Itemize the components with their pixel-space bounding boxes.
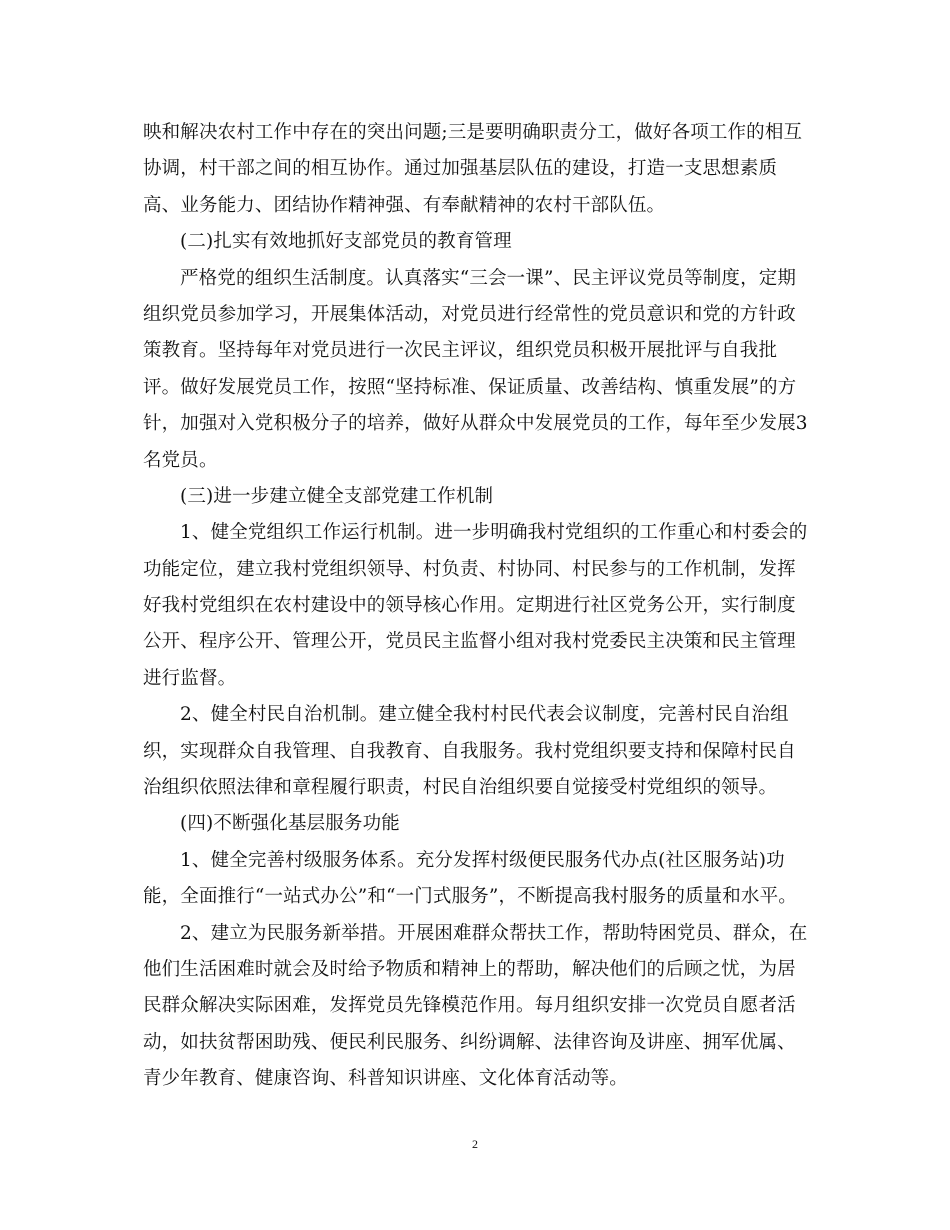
text-line: 进行监督。 <box>143 667 237 689</box>
section-heading: (三)进一步建立健全支部党建工作机制 <box>180 485 494 507</box>
page-number: 2 <box>472 1137 478 1151</box>
text-line: 他们生活困难时就会及时给予物质和精神上的帮助，解决他们的后顾之忧，为居 <box>143 958 796 980</box>
text-line: 织，实现群众自我管理、自我教育、自我服务。我村党组织要支持和保障村民自 <box>143 740 796 762</box>
text-line: 公开、程序公开、管理公开，党员民主监督小组对我村党委民主决策和民主管理 <box>143 631 796 653</box>
section-heading: (四)不断强化基层服务功能 <box>180 813 400 835</box>
text-line: 针，加强对入党积极分子的培养，做好从群众中发展党员的工作，每年至少发展3 <box>143 413 808 435</box>
text-line: 好我村党组织在农村建设中的领导核心作用。定期进行社区党务公开，实行制度 <box>143 595 796 617</box>
text-line: 1、健全党组织工作运行机制。进一步明确我村党组织的工作重心和村委会的 <box>180 522 808 544</box>
text-line: 名党员。 <box>143 449 218 471</box>
text-line: 组织党员参加学习，开展集体活动，对党员进行经常性的党员意识和党的方针政 <box>143 303 796 325</box>
text-line: 治组织依照法律和章程履行职责，村民自治组织要自觉接受村党组织的领导。 <box>143 777 778 799</box>
text-line: 2、健全村民自治机制。建立健全我村村民代表会议制度，完善村民自治组 <box>180 704 789 726</box>
document-body <box>143 115 808 1098</box>
text-line: 能，全面推行“一站式办公”和“一门式服务”，不断提高我村服务的质量和水平。 <box>143 886 797 908</box>
text-line: 映和解决农村工作中存在的突出问题;三是要明确职责分工，做好各项工作的相互 <box>143 122 803 143</box>
text-line: 功能定位，建立我村党组织领导、村负责、村协同、村民参与的工作机制，发挥 <box>143 558 796 580</box>
section-heading: (二)扎实有效地抓好支部党员的教育管理 <box>180 231 512 253</box>
text-line: 民群众解决实际困难，发挥党员先锋模范作用。每月组织安排一次党员自愿者活 <box>143 995 796 1017</box>
text-line: 青少年教育、健康咨询、科普知识讲座、文化体育活动等。 <box>143 1068 628 1090</box>
text-line: 协调，村干部之间的相互协作。通过加强基层队伍的建设，打造一支思想素质 <box>143 158 778 180</box>
text-line: 1、健全完善村级服务体系。充分发挥村级便民服务代办点(社区服务站)功 <box>180 849 785 871</box>
text-line: 动，如扶贫帮困助残、便民利民服务、纠纷调解、法律咨询及讲座、拥军优属、 <box>143 1031 796 1053</box>
text-line: 策教育。坚持每年对党员进行一次民主评议，组织党员积极开展批评与自我批 <box>143 340 778 362</box>
text-line: 严格党的组织生活制度。认真落实“三会一课”、民主评议党员等制度，定期 <box>180 267 797 289</box>
text-line: 评。做好发展党员工作，按照“坚持标准、保证质量、改善结构、慎重发展”的方 <box>143 376 797 398</box>
text-line: 2、建立为民服务新举措。开展困难群众帮扶工作，帮助特困党员、群众，在 <box>180 922 808 944</box>
text-line: 高、业务能力、团结协作精神强、有奉献精神的农村干部队伍。 <box>143 194 666 216</box>
